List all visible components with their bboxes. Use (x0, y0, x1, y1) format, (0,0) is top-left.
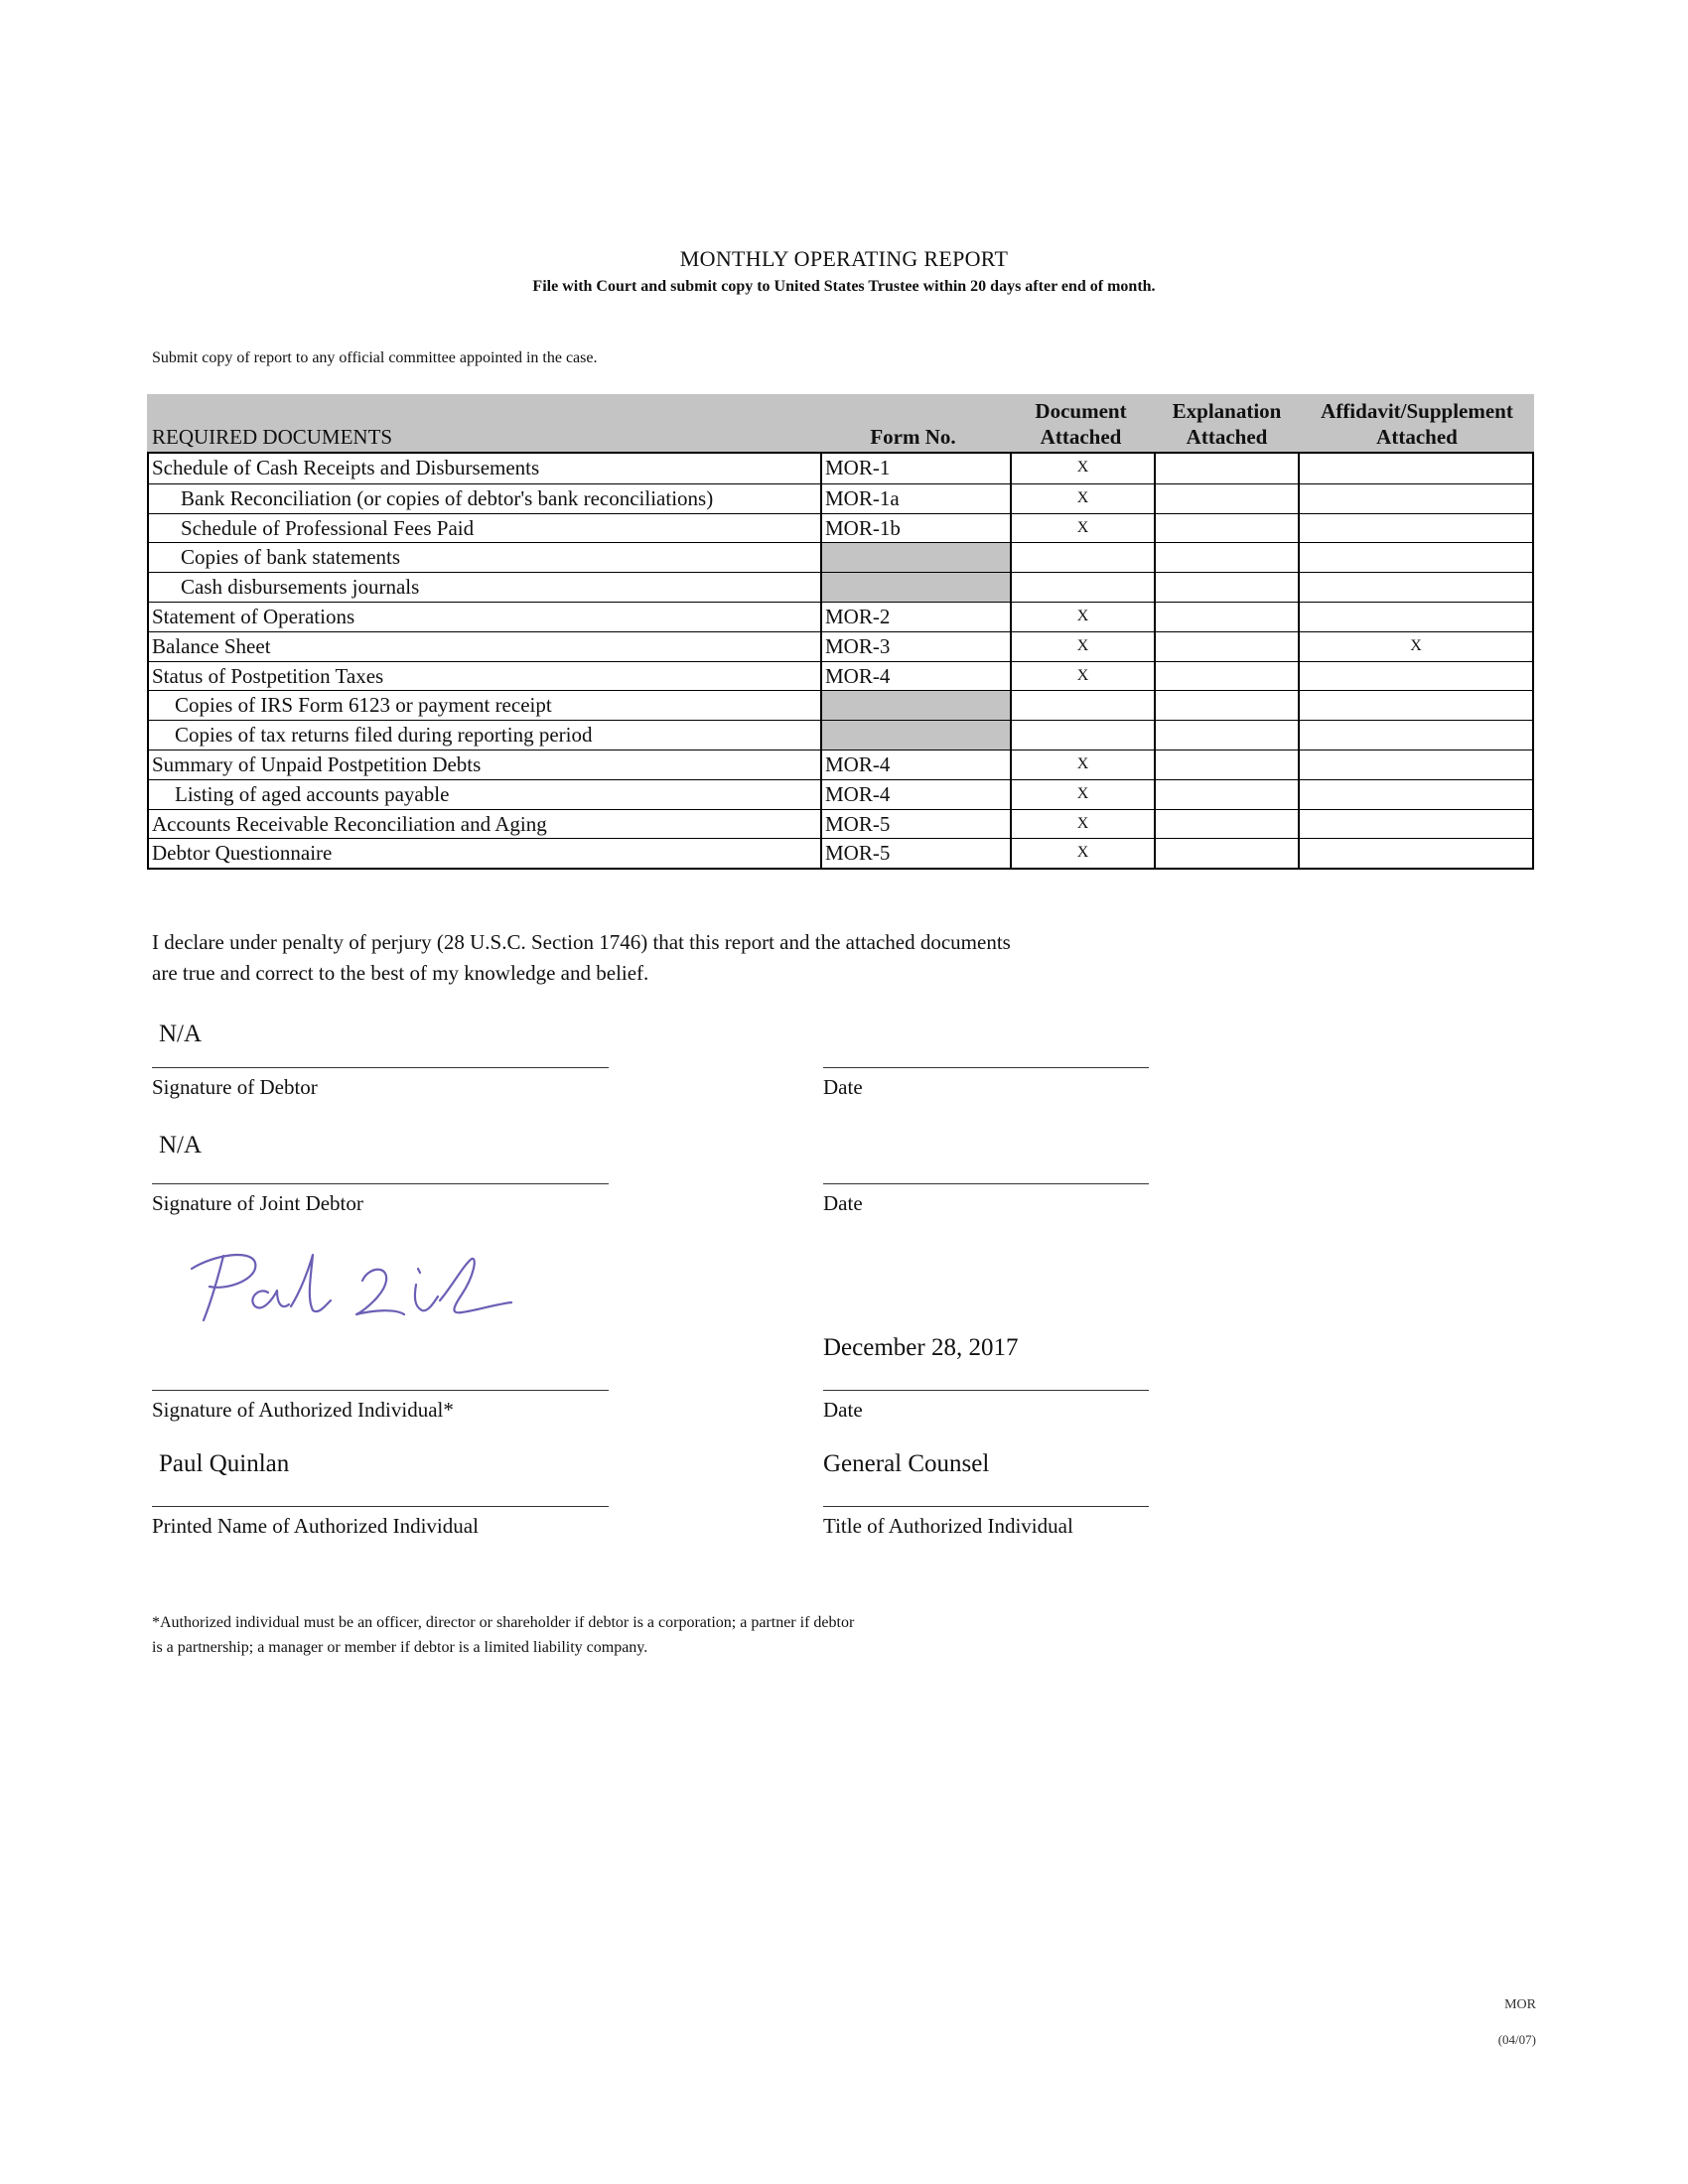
explanation-attached-mark (1154, 810, 1298, 839)
joint-debtor-signature-label: Signature of Joint Debtor (152, 1191, 363, 1215)
explanation-attached-mark (1154, 543, 1298, 572)
form-code: MOR (1504, 1997, 1536, 2012)
document-name: Copies of IRS Form 6123 or payment receipt (175, 693, 552, 718)
form-number (820, 543, 1010, 572)
handwritten-signature (174, 1241, 521, 1330)
document-attached-mark: X (1010, 780, 1154, 809)
form-number (820, 721, 1010, 750)
table-row (149, 572, 1532, 602)
header-affidavit-attached: Affidavit/Supplement Attached (1321, 399, 1513, 449)
form-number: MOR-2 (820, 603, 1010, 631)
printed-name-line (152, 1506, 609, 1507)
document-attached-mark: X (1010, 751, 1154, 779)
form-number: MOR-4 (820, 662, 1010, 691)
affidavit-attached-mark (1298, 603, 1532, 631)
document-name: Cash disbursements journals (181, 575, 420, 600)
document-attached-mark (1010, 543, 1154, 572)
printed-name-value: Paul Quinlan (159, 1450, 290, 1477)
affidavit-attached-mark (1298, 721, 1532, 750)
table-row (149, 631, 1532, 661)
authorized-date-value: December 28, 2017 (823, 1334, 1019, 1361)
document-attached-mark: X (1010, 810, 1154, 839)
document-name: Statement of Operations (152, 604, 355, 628)
debtor-signature-value: N/A (159, 1021, 203, 1047)
affidavit-attached-mark (1298, 810, 1532, 839)
table-row (149, 483, 1532, 513)
explanation-attached-mark (1154, 751, 1298, 779)
table-row (149, 720, 1532, 750)
debtor-date-label: Date (823, 1075, 863, 1099)
document-name: Debtor Questionnaire (152, 841, 333, 866)
joint-debtor-signature-line (152, 1183, 609, 1184)
table-header (147, 394, 1534, 452)
printed-name-label: Printed Name of Authorized Individual (152, 1514, 479, 1538)
document-name: Accounts Receivable Reconciliation and Aging (152, 811, 547, 836)
table-body (147, 452, 1534, 870)
form-number: MOR-1a (820, 484, 1010, 513)
document-name: Summary of Unpaid Postpetition Debts (152, 751, 482, 776)
document-attached-mark: X (1010, 514, 1154, 543)
form-number: MOR-4 (820, 780, 1010, 809)
authorized-signature-line (152, 1390, 609, 1391)
table-row (149, 750, 1532, 779)
explanation-attached-mark (1154, 514, 1298, 543)
document-attached-mark (1010, 691, 1154, 720)
explanation-attached-mark (1154, 454, 1298, 483)
joint-debtor-date-label: Date (823, 1191, 863, 1215)
form-revision: (04/07) (1497, 2032, 1536, 2047)
document-name: Listing of aged accounts payable (175, 781, 450, 806)
table-row (149, 454, 1532, 483)
form-number: MOR-4 (820, 751, 1010, 779)
explanation-attached-mark (1154, 484, 1298, 513)
document-name: Copies of bank statements (181, 545, 401, 570)
header-form-no: Form No. (870, 425, 956, 449)
affidavit-attached-mark (1298, 780, 1532, 809)
header-document-attached: Document Attached (1035, 399, 1127, 449)
header-required-documents: REQUIRED DOCUMENTS (152, 425, 393, 449)
table-row (149, 838, 1532, 868)
explanation-attached-mark (1154, 603, 1298, 631)
affidavit-attached-mark (1298, 751, 1532, 779)
footnote: *Authorized individual must be an officer, director or shareholder if debtor is a corporation; a partner if debtor is a partnership; a manager or member if debtor is a limited liability company. (152, 1614, 855, 1656)
authorized-date-label: Date (823, 1398, 863, 1422)
affidavit-attached-mark (1298, 514, 1532, 543)
explanation-attached-mark (1154, 691, 1298, 720)
title-line (823, 1506, 1149, 1507)
affidavit-attached-mark (1298, 662, 1532, 691)
document-name: Balance Sheet (152, 633, 271, 658)
document-attached-mark: X (1010, 632, 1154, 661)
document-name: Schedule of Professional Fees Paid (181, 515, 475, 540)
authorized-signature-label: Signature of Authorized Individual* (152, 1398, 454, 1422)
document-attached-mark: X (1010, 484, 1154, 513)
table-row (149, 542, 1532, 572)
title-label: Title of Authorized Individual (823, 1514, 1073, 1538)
table-row (149, 779, 1532, 809)
document-attached-mark (1010, 721, 1154, 750)
document-attached-mark: X (1010, 662, 1154, 691)
explanation-attached-mark (1154, 573, 1298, 602)
document-attached-mark: X (1010, 454, 1154, 483)
table-row (149, 513, 1532, 543)
authorized-date-line (823, 1390, 1149, 1391)
explanation-attached-mark (1154, 662, 1298, 691)
header-explanation-attached: Explanation Attached (1172, 399, 1282, 449)
explanation-attached-mark (1154, 839, 1298, 868)
form-number: MOR-5 (820, 810, 1010, 839)
document-name: Copies of tax returns filed during reporting period (175, 723, 593, 748)
table-row (149, 809, 1532, 839)
joint-debtor-date-line (823, 1183, 1149, 1184)
document-attached-mark: X (1010, 603, 1154, 631)
form-number: MOR-5 (820, 839, 1010, 868)
document-attached-mark (1010, 573, 1154, 602)
title-value: General Counsel (823, 1450, 990, 1477)
affidavit-attached-mark (1298, 454, 1532, 483)
form-number: MOR-1 (820, 454, 1010, 483)
report-title: MONTHLY OPERATING REPORT (679, 246, 1009, 271)
affidavit-attached-mark (1298, 691, 1532, 720)
report-subtitle: File with Court and submit copy to United States Trustee within 20 days after end of month. (532, 278, 1156, 295)
affidavit-attached-mark: X (1298, 632, 1532, 661)
form-number (820, 573, 1010, 602)
affidavit-attached-mark (1298, 484, 1532, 513)
explanation-attached-mark (1154, 780, 1298, 809)
table-row (149, 602, 1532, 631)
document-name: Status of Postpetition Taxes (152, 663, 384, 688)
required-documents-table (147, 394, 1534, 870)
declaration: I declare under penalty of perjury (28 U.S.C. Section 1746) that this report and the attached documents are true and correct to the best of my knowledge and belief. (152, 930, 1011, 985)
submit-note: Submit copy of report to any official committee appointed in the case. (152, 349, 598, 366)
document-name: Schedule of Cash Receipts and Disbursements (152, 456, 540, 479)
document-name: Bank Reconciliation (or copies of debtor's bank reconciliations) (181, 485, 714, 510)
form-number (820, 691, 1010, 720)
table-row (149, 690, 1532, 720)
document-attached-mark: X (1010, 839, 1154, 868)
debtor-signature-label: Signature of Debtor (152, 1075, 318, 1099)
explanation-attached-mark (1154, 721, 1298, 750)
form-number: MOR-3 (820, 632, 1010, 661)
affidavit-attached-mark (1298, 839, 1532, 868)
debtor-date-line (823, 1067, 1149, 1068)
affidavit-attached-mark (1298, 573, 1532, 602)
table-row (149, 661, 1532, 691)
affidavit-attached-mark (1298, 543, 1532, 572)
form-number: MOR-1b (820, 514, 1010, 543)
explanation-attached-mark (1154, 632, 1298, 661)
debtor-signature-line (152, 1067, 609, 1068)
joint-debtor-signature-value: N/A (159, 1132, 203, 1159)
